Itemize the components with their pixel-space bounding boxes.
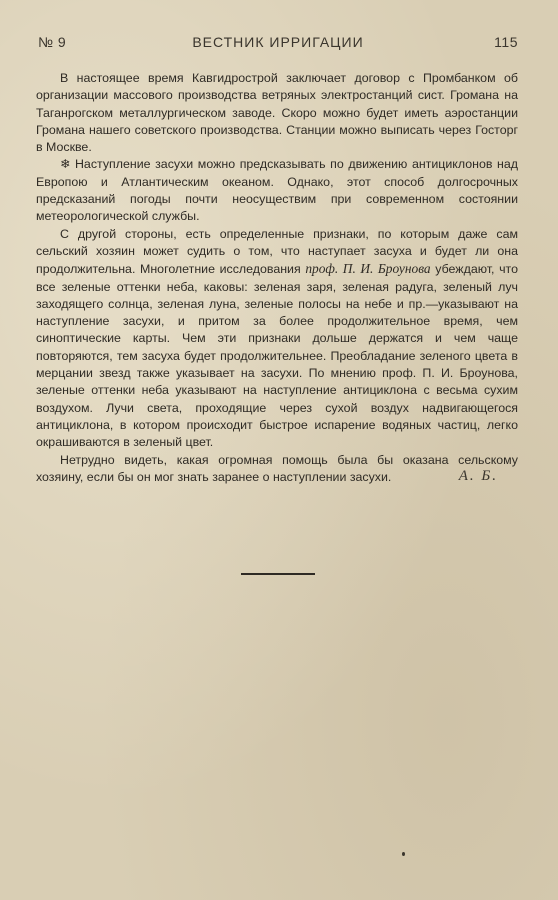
running-head: [38, 34, 518, 54]
journal-title: ВЕСТНИК ИРРИГАЦИИ: [192, 34, 364, 50]
paragraph-green-signs: [36, 226, 518, 452]
author-reference: проф. П. И. Броунова: [305, 261, 431, 277]
page-number: 115: [494, 34, 518, 50]
section-divider: [241, 573, 315, 575]
author-signature: А. Б.: [458, 468, 498, 484]
issue-number: № 9: [38, 34, 67, 50]
article-body: [36, 70, 518, 486]
print-speck: [402, 852, 405, 856]
paragraph-wind-stations: В настоящее время Кавгидрострой заключает договор с Промбанком об организации массового производства ветряных электростанций сист. Громана на Таганрогском металлургическом заводе. Скоро можно будет иметь аэростанции Громана нашего советского производства. Станции можно выписать через Госторг в Москве.: [36, 71, 518, 155]
paragraph-green-signs-start: С другой стороны, есть определенные признаки, по которым даже сам сельский хозяин может судить о том, что наступает засуха и будет ли она продолжительна. Многолетние исследования: [36, 226, 518, 277]
paragraph-drought-forecast: ❄ Наступление засухи можно предсказывать по движению антициклонов над Европою и Атлантическим океаном. Однако, этот способ долгосрочных предсказаний погоды почти неосуществим при современном состоянии метеорологической службы.: [36, 157, 518, 224]
paragraph-conclusion: Нетрудно видеть, какая огромная помощь была бы оказана сельскому хозяину, если бы он мог знать заранее о наступлении засухи.: [36, 452, 518, 484]
paragraph-green-signs-rest: убеждают, что все зеленые оттенки неба, каковы: зеленая заря, зеленая радуга, зеленый луч заходящего солнца, зеленая луна, зеленые полосы на небе и пр.—указывают на наступление засухи, и притом за более продолжительное время, чем синоптические карты. Чем эти признаки дольше держатся и чем чаще повторяются, тем засуха будет продолжительнее. Преобладание зеленого цвета в мерцании звезд также указывает на засухи. По мнению проф. П. И. Броунова, зеленые оттенки неба указывают на наступление антициклона с весьма сухим воздухом. Лучи света, проходящие через сухой воздух надвигающегося антициклона, в котором происходит быстрое испарение водяных частиц, легко окрашиваются в зеленый цвет.: [36, 262, 518, 450]
